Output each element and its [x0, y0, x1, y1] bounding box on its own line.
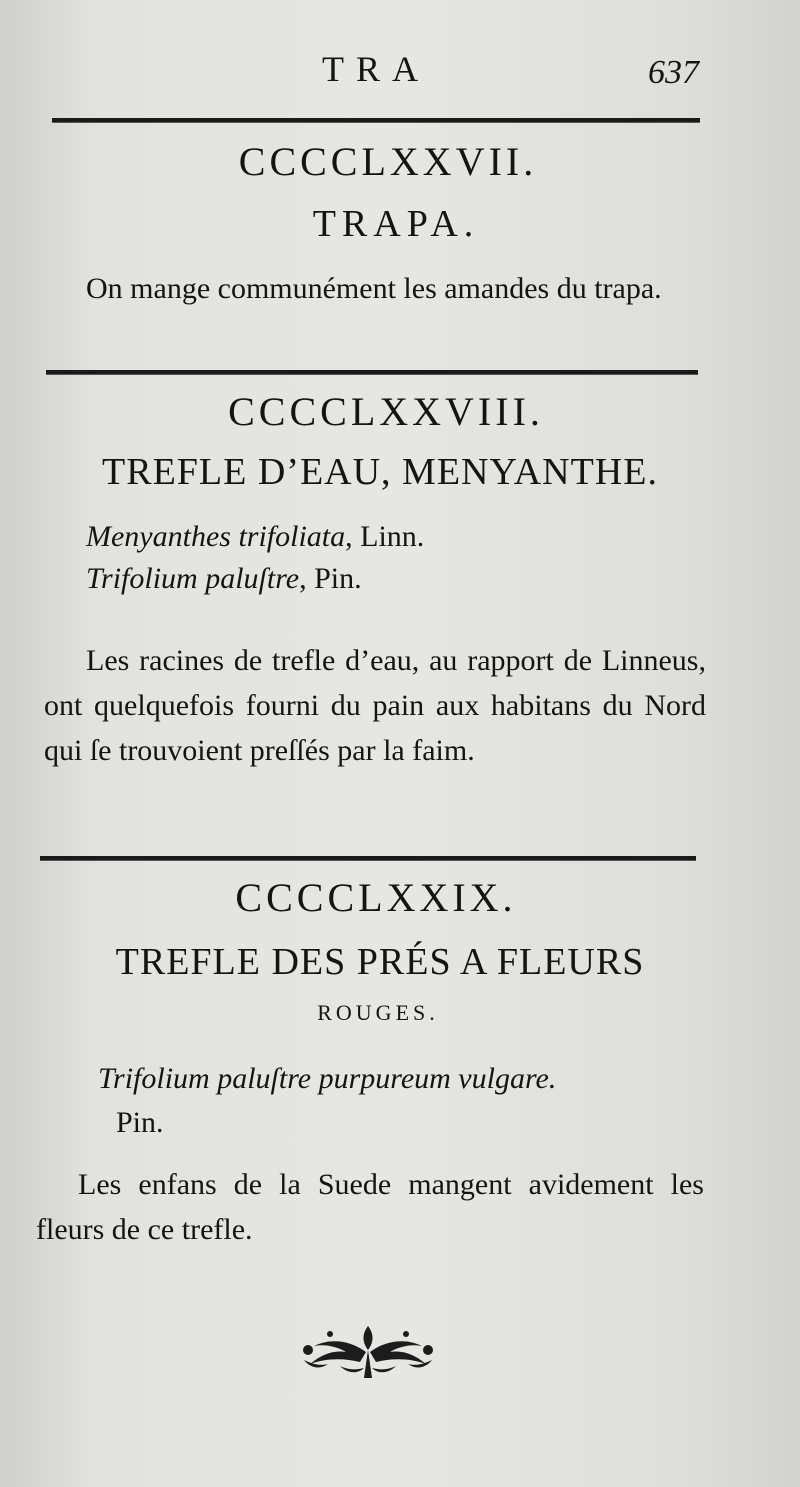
entry-text	[36, 1162, 704, 1252]
entry-paragraph: Les racines de trefle d’eau, au rapport de Linneus, ont quelquefois fourni du pain aux habitans du Nord qui ſe trouvoient preſſés par la faim.	[44, 644, 706, 767]
entry-subtitle: ROUGES.	[317, 1000, 439, 1025]
running-head: TRA	[322, 49, 430, 89]
botanical-author: , Linn.	[345, 520, 425, 553]
entry-paragraph: On mange communément les amandes du trapa.	[86, 272, 662, 305]
entry-text	[44, 266, 706, 311]
synonym-line	[98, 1058, 698, 1100]
botanical-author: Pin.	[116, 1106, 164, 1139]
page-header	[0, 48, 800, 98]
entry-text	[44, 638, 706, 773]
section-rule	[40, 856, 696, 861]
synonym-author-line	[116, 1102, 736, 1144]
synonym-line	[86, 516, 706, 558]
entry-title: TRAPA.	[312, 203, 480, 245]
synonym-line	[86, 558, 706, 600]
floral-tailpiece-icon	[300, 1320, 436, 1382]
entry-title: TREFLE D’EAU, MENYANTHE.	[102, 451, 658, 493]
botanical-author: , Pin.	[299, 562, 362, 595]
page-number: 637	[648, 54, 699, 91]
botanical-name: Trifolium paluſtre	[86, 562, 300, 595]
botanical-name: Menyanthes trifoliata	[86, 520, 346, 553]
entry-title: TREFLE DES PRÉS A FLEURS	[115, 941, 645, 983]
section-number: CCCCLXXVIII.	[228, 389, 544, 434]
header-rule	[52, 118, 700, 123]
entry-paragraph: Les enfans de la Suede mangent avidement les fleurs de ce trefle.	[36, 1168, 704, 1246]
section-rule	[46, 370, 698, 375]
section-number: CCCCLXXVII.	[238, 139, 538, 184]
section-number: CCCCLXXIX.	[235, 875, 517, 920]
botanical-name: Trifolium paluſtre purpureum vulgare.	[98, 1062, 557, 1095]
